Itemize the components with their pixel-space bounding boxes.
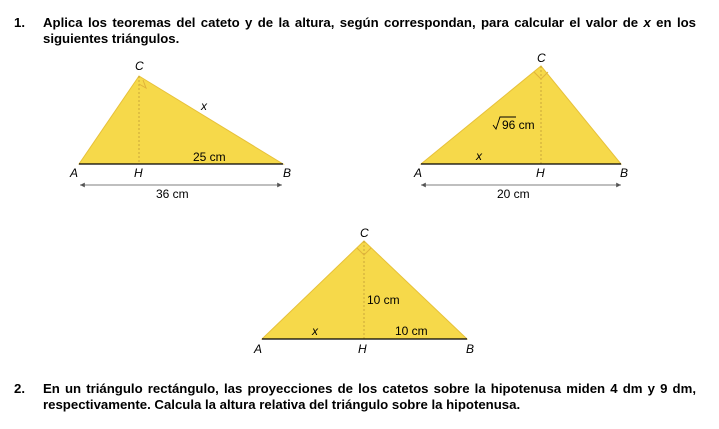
vertex-a: A: [254, 342, 263, 356]
height-radicand: 96 cm: [502, 118, 535, 132]
segment-label: 10 cm: [395, 324, 428, 338]
vertex-h: H: [134, 166, 143, 180]
segment-x-label: x: [312, 324, 318, 338]
triangle-shape: [421, 66, 621, 164]
vertex-a: A: [414, 166, 423, 180]
triangle-shape: [79, 76, 283, 164]
problem-number: 2.: [14, 381, 25, 396]
problem-text-part: Aplica los teoremas del cateto y de la altura, según correspondan, para calcular el valor de: [43, 15, 644, 30]
vertex-b: B: [466, 342, 475, 356]
triangle-figure-2: [413, 51, 628, 201]
side-x-label: x: [201, 99, 207, 113]
base-label: 36 cm: [156, 187, 189, 201]
segment-label: 25 cm: [193, 150, 226, 164]
vertex-a: A: [70, 166, 79, 180]
segment-x-label: x: [476, 149, 482, 163]
height-label: 10 cm: [367, 293, 400, 307]
vertex-h: H: [358, 342, 367, 356]
vertex-c: C: [537, 51, 546, 65]
base-label: 20 cm: [497, 187, 530, 201]
problem-number: 1.: [14, 15, 25, 30]
vertex-h: H: [536, 166, 545, 180]
triangle-figure-1: [69, 59, 291, 201]
problem-2: [14, 381, 696, 415]
variable-x: x: [643, 15, 651, 30]
vertex-b: B: [283, 166, 292, 180]
vertex-c: C: [360, 226, 369, 240]
triangle-figure-3: [253, 226, 474, 356]
problem-text-part: en los siguientes triángulos.: [43, 15, 696, 46]
vertex-b: B: [620, 166, 629, 180]
vertex-c: C: [135, 59, 144, 73]
problem-text: En un triángulo rectángulo, las proyecciones de los catetos sobre la hipotenusa miden 4 dm y 9 dm, respectivamente. Calcula la altura relativa del triángulo sobre la hipotenusa.: [43, 381, 696, 412]
